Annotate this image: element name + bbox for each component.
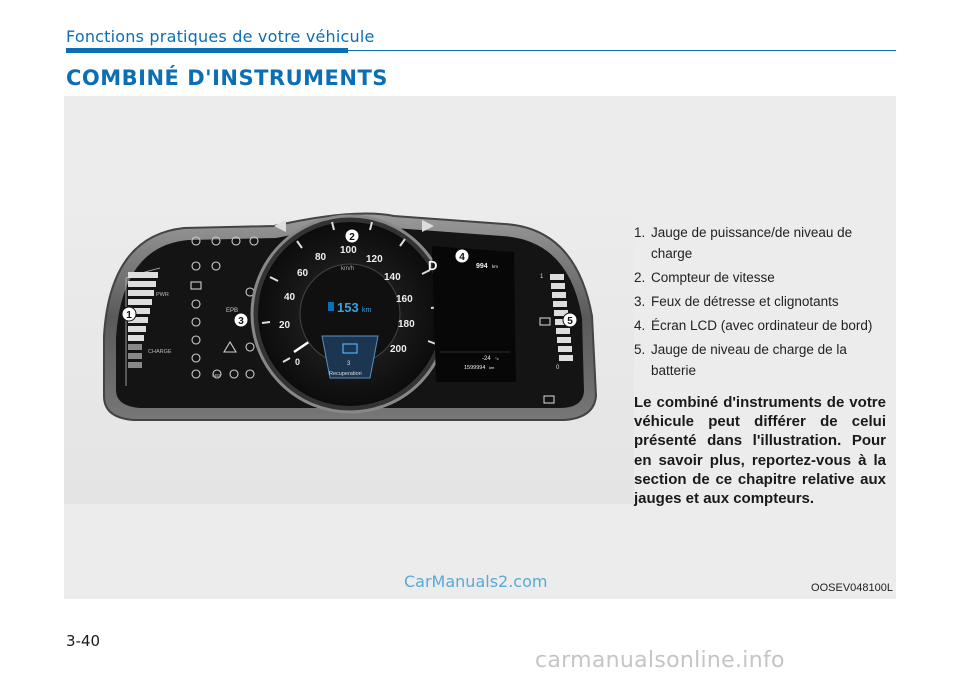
legend-text: Écran LCD (avec ordinateur de bord) [651,318,873,333]
legend-text: Jauge de puissance/de niveau de charge [651,225,853,261]
speedometer [252,216,448,412]
legend-number: 5. [634,342,646,357]
legend-item [634,267,894,288]
legend-list [634,222,894,384]
legend-item [634,339,894,381]
cluster-figure [64,96,896,599]
legend-number: 2. [634,270,646,285]
plug-icon [328,302,334,311]
regen-level: 3 [347,361,351,367]
speed-tick-0: 0 [295,357,301,367]
speed-tick-200: 200 [390,344,407,355]
speed-tick-100: 100 [340,245,357,256]
legend-item [634,291,894,312]
callout-1: 1 [126,310,132,321]
legend-text: Feux de détresse et clignotants [651,294,839,309]
header-rule-thick [66,48,348,53]
lcd-range-value: 994 [476,263,488,270]
running-header: Fonctions pratiques de votre véhicule [66,27,375,46]
section-title: COMBINÉ D'INSTRUMENTS [66,66,388,90]
odometer-value: 1599994 [464,365,486,371]
legend-item [634,222,894,264]
callout-2: 2 [349,232,355,243]
charge-label: CHARGE [148,349,172,355]
lcd-display [428,246,516,382]
speed-tick-40: 40 [284,292,296,303]
header-rule-thin [348,50,896,51]
page-number: 3-40 [66,632,101,650]
temperature-unit: °c [495,356,499,361]
temperature-value: -24 [482,356,491,362]
callout-3: 3 [238,316,244,327]
footer-watermark: carmanualsonline.info [535,648,785,673]
legend-text: Compteur de vitesse [651,270,775,285]
speed-tick-120: 120 [366,254,383,265]
odometer-unit: km [489,365,495,370]
figure-watermark-link[interactable]: CarManuals2.com [404,572,548,591]
legend-number: 3. [634,294,646,309]
callout-4: 4 [459,252,465,263]
speed-tick-180: 180 [398,319,415,330]
range-unit: km [362,307,372,314]
speed-tick-20: 20 [279,320,291,331]
pwr-label: PWR [156,292,169,298]
battery-min-label: 0 [556,365,560,371]
legend-number: 4. [634,318,646,333]
legend-number: 1. [634,225,646,240]
lcd-range-unit: km [492,264,498,269]
speed-tick-140: 140 [384,272,401,283]
speed-tick-80: 80 [315,252,327,263]
figure-code: OOSEV048100L [811,582,893,594]
epb-label: EPB [226,308,239,314]
abs-label: ABS [212,373,222,378]
battery-max-label: 1 [540,274,544,280]
speed-unit: km/h [341,266,355,272]
range-value: 153 [337,300,359,315]
speed-tick-60: 60 [297,268,309,279]
instrument-cluster-illustration [64,96,634,599]
cluster-note: Le combiné d'instruments de votre véhicule peut différer de celui présenté dans l'illustration. Pour en savoir plus, reportez-vous à la section de ce chapitre relative aux jauges et aux compteurs. [634,394,886,508]
speed-tick-160: 160 [396,294,413,305]
callout-5: 5 [567,316,573,327]
gear-indicator: D [428,258,438,273]
legend-item [634,315,894,336]
legend-text: Jauge de niveau de charge de la batterie [651,342,847,378]
regen-label: Recuperation [329,371,362,377]
